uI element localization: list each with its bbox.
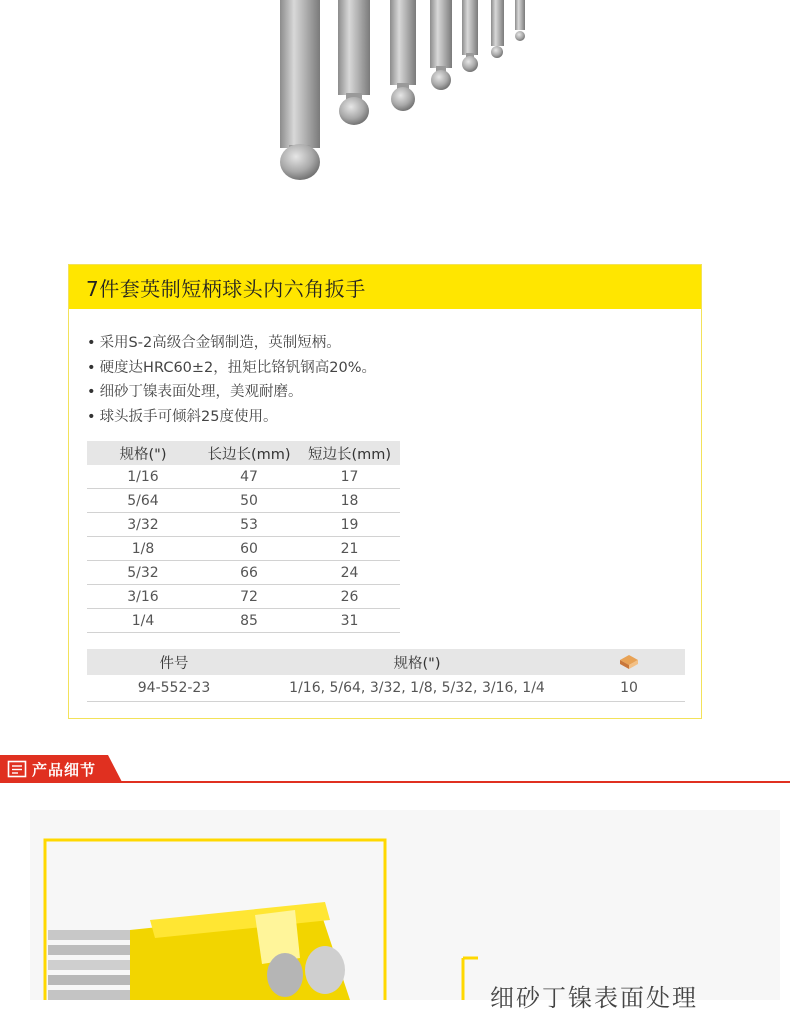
cell-short: 17 [299, 465, 400, 489]
cell-size: 1/8 [87, 537, 199, 561]
header-part-number: 件号 [87, 649, 261, 675]
cell-box-quantity: 10 [573, 675, 685, 702]
cell-size: 3/16 [87, 585, 199, 609]
size-table [87, 441, 400, 633]
section-divider [0, 781, 790, 783]
spec-title: 7件套英制短柄球头内六角扳手 [86, 277, 366, 301]
spec-card [68, 264, 702, 719]
item-table [87, 649, 685, 702]
cell-long: 85 [199, 609, 299, 633]
table-row [87, 465, 400, 489]
box-icon [618, 653, 640, 671]
feature-list [87, 331, 376, 429]
cell-size: 3/32 [87, 513, 199, 537]
cell-size: 5/64 [87, 489, 199, 513]
table-row [87, 513, 400, 537]
cell-long: 47 [199, 465, 299, 489]
table-row [87, 561, 400, 585]
header-box-quantity [573, 649, 685, 675]
feature-item: • 采用S-2高级合金钢制造，英制短柄。 [87, 331, 376, 356]
cell-size: 5/32 [87, 561, 199, 585]
cell-short: 26 [299, 585, 400, 609]
header-size: 规格(") [87, 441, 199, 465]
size-table-header [87, 441, 400, 465]
spec-title-bar [69, 265, 701, 309]
cell-part-number: 94-552-23 [87, 675, 261, 702]
table-row [87, 585, 400, 609]
cell-long: 50 [199, 489, 299, 513]
cell-spec: 1/16, 5/64, 3/32, 1/8, 5/32, 3/16, 1/4 [261, 675, 573, 702]
cell-short: 19 [299, 513, 400, 537]
cell-short: 24 [299, 561, 400, 585]
cell-size: 1/16 [87, 465, 199, 489]
header-long-side: 长边长(mm) [199, 441, 299, 465]
section-title: 产品细节 [32, 761, 97, 779]
table-row [87, 609, 400, 633]
header-short-side: 短边长(mm) [299, 441, 400, 465]
cell-short: 21 [299, 537, 400, 561]
document-icon [7, 760, 27, 778]
table-row [87, 489, 400, 513]
cell-long: 60 [199, 537, 299, 561]
cell-size: 1/4 [87, 609, 199, 633]
cell-short: 31 [299, 609, 400, 633]
header-spec: 规格(") [261, 649, 573, 675]
cell-long: 66 [199, 561, 299, 585]
table-row [87, 675, 685, 702]
feature-item: • 细砂丁镍表面处理，美观耐磨。 [87, 380, 376, 405]
cell-short: 18 [299, 489, 400, 513]
cell-long: 53 [199, 513, 299, 537]
table-row [87, 537, 400, 561]
detail-caption: 细砂丁镍表面处理 [490, 984, 698, 1012]
feature-item: • 硬度达HRC60±2，扭矩比铬钒钢高20%。 [87, 356, 376, 381]
product-detail-image [0, 790, 790, 1000]
cell-long: 72 [199, 585, 299, 609]
item-table-header [87, 649, 685, 675]
feature-item: • 球头扳手可倾斜25度使用。 [87, 405, 376, 430]
hex-key-set-image [0, 0, 790, 250]
